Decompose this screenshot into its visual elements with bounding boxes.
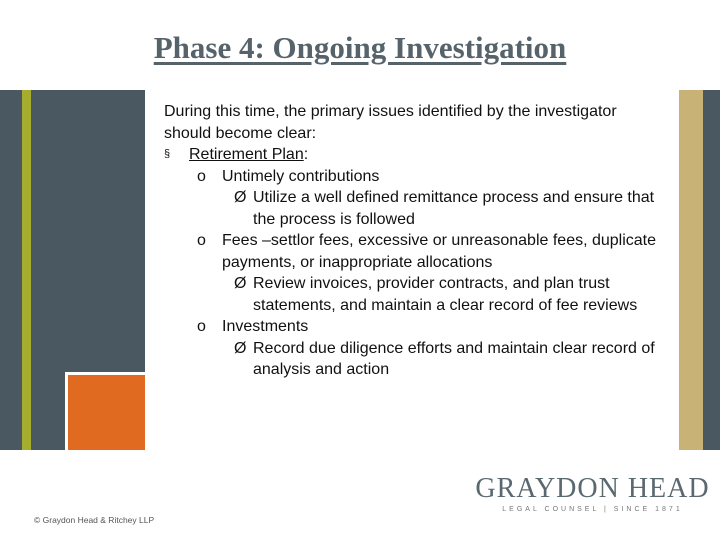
bullet-text: Record due diligence efforts and maintain clear record of analysis and action bbox=[253, 339, 655, 378]
bullet-heading: Retirement Plan bbox=[189, 146, 304, 163]
bullet-level2 bbox=[164, 316, 664, 338]
bullet-heading-suffix: : bbox=[303, 146, 309, 163]
bullet-level3 bbox=[164, 338, 664, 381]
bullet-text: Utilize a well defined remittance process and ensure that the process is followed bbox=[253, 189, 655, 228]
logo-name: GRAYDON HEAD bbox=[475, 473, 710, 504]
circle-bullet-icon: o bbox=[197, 232, 206, 249]
right-tan-strip bbox=[679, 90, 703, 450]
company-logo bbox=[470, 474, 715, 513]
circle-bullet-icon: o bbox=[197, 318, 206, 335]
left-accent-strip bbox=[22, 90, 31, 450]
copyright-footer: © Graydon Head & Ritchey LLP bbox=[34, 515, 155, 525]
bullet-text: Review invoices, provider contracts, and plan trust statements, and maintain a clear record of fee reviews bbox=[253, 275, 638, 314]
right-dark-strip bbox=[703, 90, 720, 450]
intro-text: During this time, the primary issues identified by the investigator should become clear: bbox=[164, 103, 617, 142]
bullet-level2 bbox=[164, 230, 664, 273]
bullet-level1 bbox=[164, 144, 664, 166]
slide-title: Phase 4: Ongoing Investigation bbox=[153, 30, 567, 65]
logo-tagline: LEGAL COUNSEL | SINCE 1871 bbox=[502, 506, 683, 513]
orange-accent-box bbox=[65, 372, 145, 450]
slide-body bbox=[164, 101, 664, 381]
bullet-text: Investments bbox=[222, 318, 309, 335]
square-bullet-icon: § bbox=[164, 148, 171, 160]
bullet-text: Untimely contributions bbox=[222, 167, 380, 185]
circle-bullet-icon: o bbox=[197, 167, 206, 185]
arrow-bullet-icon: Ø bbox=[234, 189, 247, 206]
bullet-level2 bbox=[164, 166, 664, 188]
bullet-level3 bbox=[164, 273, 664, 316]
arrow-bullet-icon: Ø bbox=[234, 275, 247, 292]
bullet-text: Fees –settlor fees, excessive or unreasonable fees, duplicate payments, or inappropriate allocations bbox=[222, 232, 657, 271]
arrow-bullet-icon: Ø bbox=[234, 339, 247, 357]
bullet-level3 bbox=[164, 187, 664, 230]
